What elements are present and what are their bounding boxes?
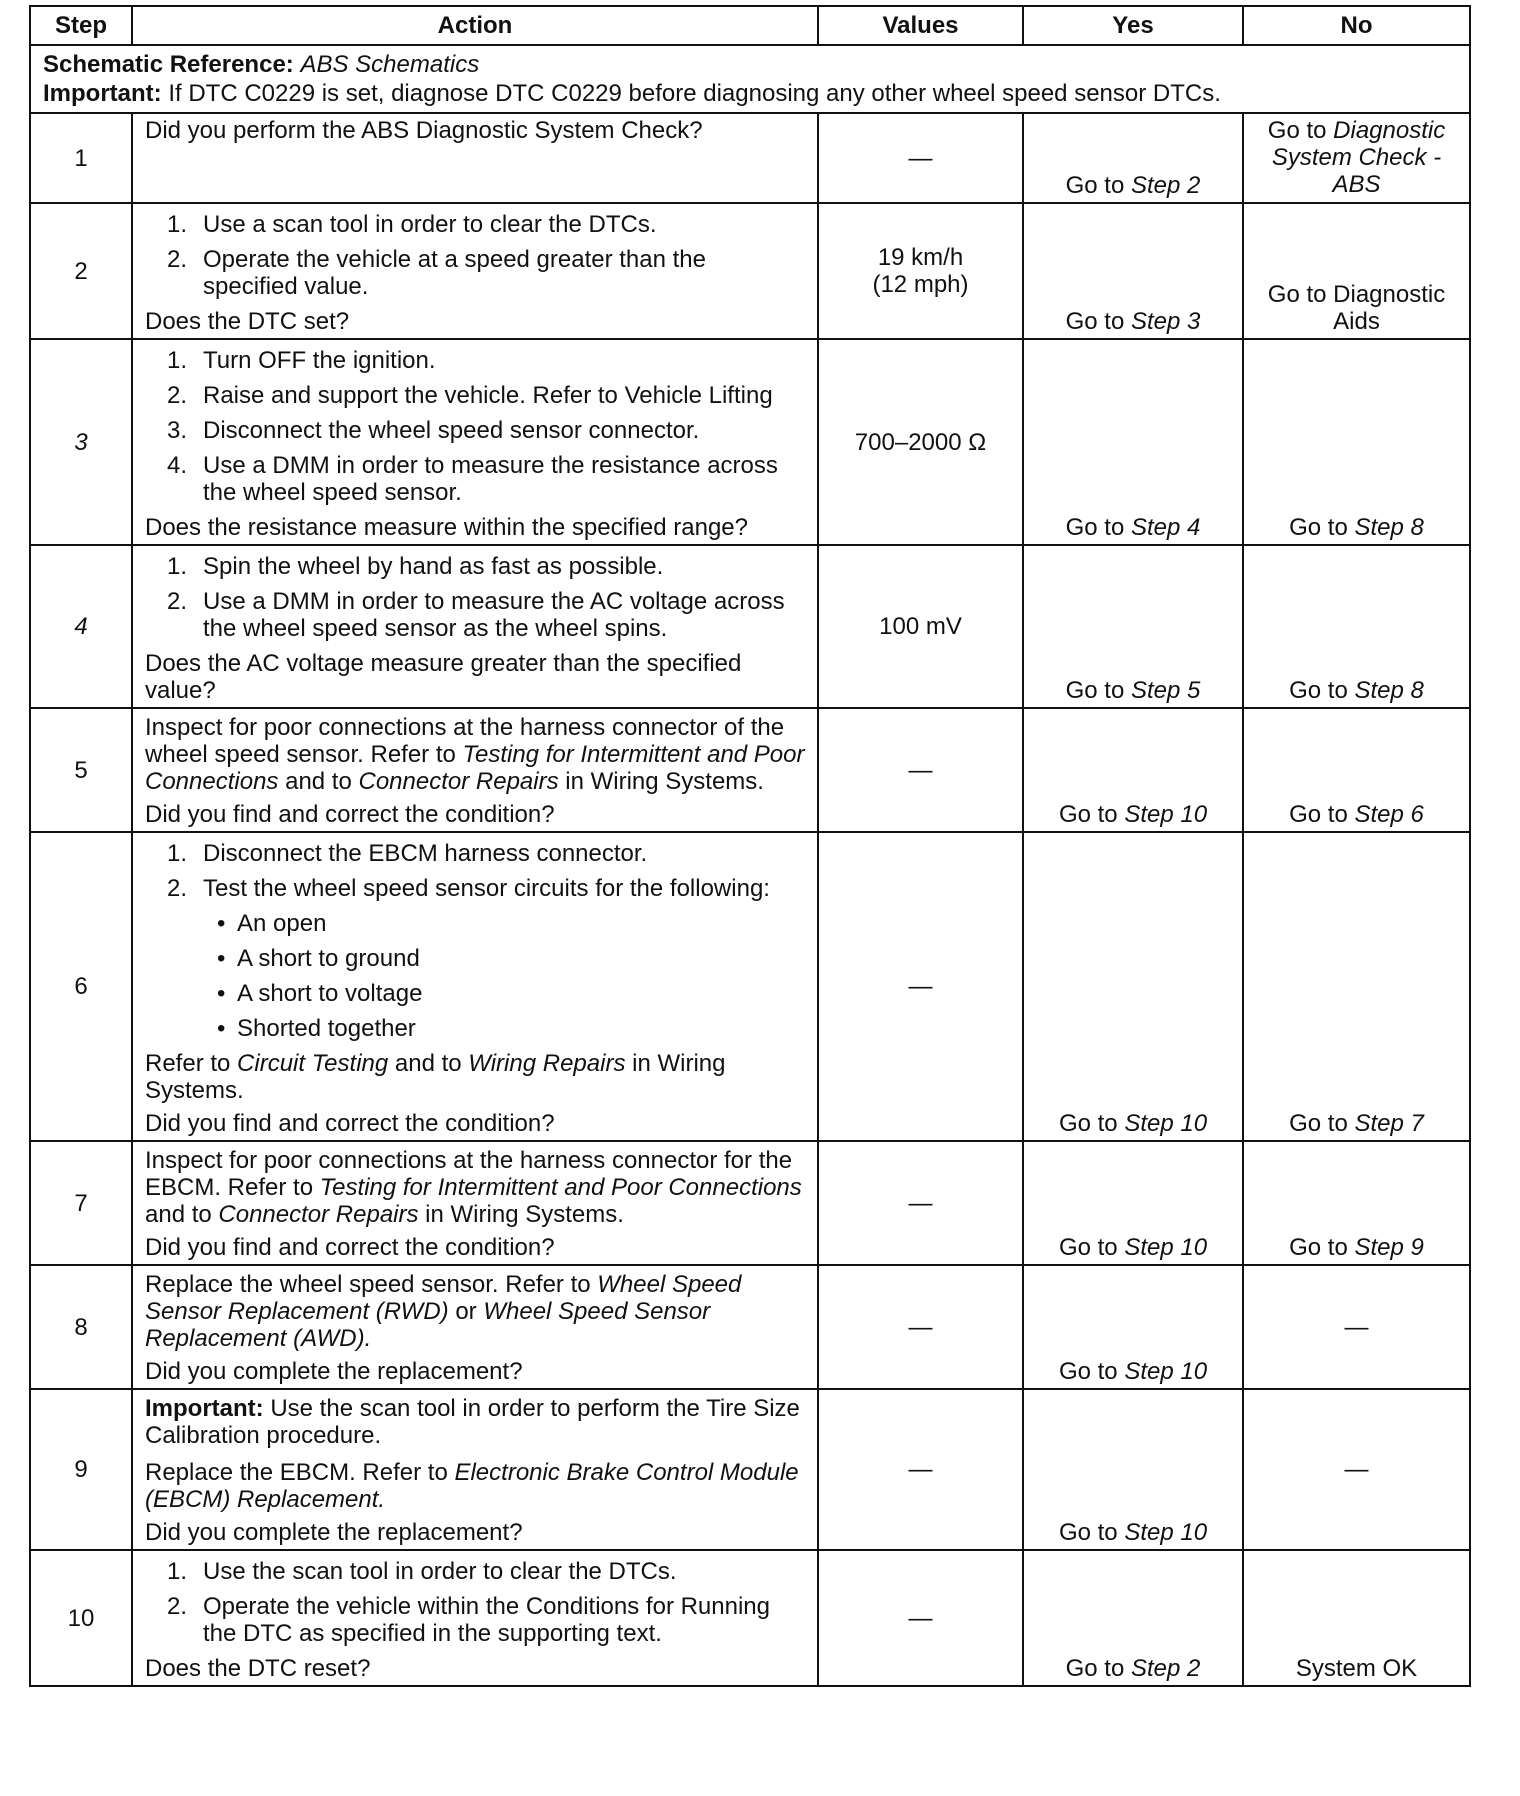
yes-link: Step 3 <box>1130 308 1201 335</box>
no-link: Step 9 <box>1354 1234 1424 1261</box>
yes-cell: Go to Step 3 <box>1023 203 1243 339</box>
substep: 1. Disconnect the EBCM harness connector. <box>167 840 648 867</box>
step-number: 3 <box>30 339 132 545</box>
yes-link: Step 10 <box>1124 1110 1208 1137</box>
value-cell: — <box>818 113 1023 203</box>
action-paragraph: Inspect for poor connections at the harness connector for the EBCM. Refer to Testing for Intermittent and Poor Connections and to Connector Repairs in Wiring Systems. <box>145 1147 802 1228</box>
no-cell: System OK <box>1243 1550 1470 1686</box>
substep: 2. Operate the vehicle within the Conditions for Running the DTC as specified in the supporting text. <box>167 1593 770 1647</box>
action-question: Does the AC voltage measure greater than the specified value? <box>145 650 742 704</box>
step-number: 4 <box>30 545 132 708</box>
substep: 2. Test the wheel speed sensor circuits for the following: <box>167 875 770 902</box>
no-cell: Go to Step 9 <box>1243 1141 1470 1265</box>
no-link: Step 6 <box>1354 801 1424 828</box>
table-row <box>30 832 1470 1141</box>
yes-link: Step 2 <box>1130 1655 1201 1682</box>
value-cell: 19 km/h (12 mph) <box>818 203 1023 339</box>
action-question: Does the resistance measure within the specified range? <box>145 514 748 541</box>
table-row <box>30 1550 1470 1686</box>
action-question: Does the DTC set? <box>145 308 350 335</box>
action-question: Did you find and correct the condition? <box>145 801 555 828</box>
substep: 4. Use a DMM in order to measure the resistance across the wheel speed sensor. <box>167 452 778 506</box>
action-paragraph: Inspect for poor connections at the harness connector of the wheel speed sensor. Refer to Testing for Intermittent and Poor Connections and to Connector Repairs in Wiring Systems. <box>145 714 805 795</box>
no-link: Step 8 <box>1354 514 1424 541</box>
no-cell: Go to Step 7 <box>1243 832 1470 1141</box>
yes-link: Step 4 <box>1130 514 1201 541</box>
header-row <box>30 6 1470 45</box>
value-cell: 700–2000 Ω <box>818 339 1023 545</box>
important-label: Important: <box>43 80 162 107</box>
substep: 1. Use the scan tool in order to clear the DTCs. <box>167 1558 677 1585</box>
action-cell <box>132 545 818 708</box>
no-cell: — <box>1243 1265 1470 1389</box>
yes-link: Step 10 <box>1124 1358 1208 1385</box>
value-cell: — <box>818 1389 1023 1550</box>
table-row <box>30 1141 1470 1265</box>
value-cell: — <box>818 1265 1023 1389</box>
no-link: Step 7 <box>1354 1110 1424 1137</box>
yes-prefix: Go to <box>1065 172 1131 199</box>
bullet-item: • A short to ground <box>145 945 805 972</box>
substep: 2. Use a DMM in order to measure the AC voltage across the wheel speed sensor as the wheel spins. <box>167 588 785 642</box>
header-no: No <box>1243 6 1470 45</box>
yes-cell: Go to Step 10 <box>1023 1389 1243 1550</box>
step-number: 7 <box>30 1141 132 1265</box>
no-cell: Go to Step 8 <box>1243 339 1470 545</box>
yes-cell: Go to Step 2 <box>1023 1550 1243 1686</box>
action-cell <box>132 203 818 339</box>
action-question: Did you find and correct the condition? <box>145 1110 555 1137</box>
table-row <box>30 113 1470 203</box>
step-number: 2 <box>30 203 132 339</box>
important-note <box>43 80 1457 107</box>
yes-cell: Go to Step 10 <box>1023 1141 1243 1265</box>
value-cell: — <box>818 1550 1023 1686</box>
step-number: 1 <box>30 113 132 203</box>
value-cell: 100 mV <box>818 545 1023 708</box>
substep: 1. Turn OFF the ignition. <box>167 347 436 374</box>
action-question: Did you perform the ABS Diagnostic System Check? <box>145 117 703 144</box>
step-number: 8 <box>30 1265 132 1389</box>
action-question: Does the DTC reset? <box>145 1655 371 1682</box>
header-values: Values <box>818 6 1023 45</box>
action-paragraph: Refer to Circuit Testing and to Wiring Repairs in Wiring Systems. <box>145 1050 726 1104</box>
schematic-link: ABS Schematics <box>300 51 480 78</box>
schematic-label: Schematic Reference: <box>43 51 294 78</box>
action-question: Did you find and correct the condition? <box>145 1234 555 1261</box>
substep: 1. Spin the wheel by hand as fast as possible. <box>167 553 664 580</box>
yes-cell: Go to Step 10 <box>1023 708 1243 832</box>
schematic-reference <box>43 51 1457 78</box>
action-question: Did you complete the replacement? <box>145 1358 523 1385</box>
diagnostic-table <box>29 5 1471 1687</box>
important-text: If DTC C0229 is set, diagnose DTC C0229 before diagnosing any other wheel speed sensor DTCs. <box>168 80 1221 107</box>
yes-link: Step 2 <box>1130 172 1201 199</box>
header-yes: Yes <box>1023 6 1243 45</box>
yes-link: Step 10 <box>1124 801 1208 828</box>
yes-cell: Go to Step 5 <box>1023 545 1243 708</box>
step-number: 6 <box>30 832 132 1141</box>
no-cell <box>1243 113 1470 203</box>
yes-cell: Go to Step 4 <box>1023 339 1243 545</box>
important-note: Important: Use the scan tool in order to perform the Tire Size Calibration procedure. <box>145 1395 800 1449</box>
action-cell <box>132 339 818 545</box>
no-prefix: Go to <box>1267 117 1334 144</box>
yes-link: Step 10 <box>1124 1519 1208 1546</box>
no-cell: Go to Diagnostic Aids <box>1243 203 1470 339</box>
no-link: Step 8 <box>1354 677 1424 704</box>
value-cell: — <box>818 708 1023 832</box>
bullet-item: • An open <box>145 910 805 937</box>
action-cell <box>132 1550 818 1686</box>
yes-cell: Go to Step 10 <box>1023 832 1243 1141</box>
action-cell <box>132 1265 818 1389</box>
reference-cell <box>30 45 1470 113</box>
action-question: Did you complete the replacement? <box>145 1519 523 1546</box>
no-link: Diagnostic System Check - ABS <box>1271 117 1446 198</box>
bullet-item: • Shorted together <box>145 1015 805 1042</box>
table-row <box>30 1265 1470 1389</box>
no-cell: Go to Step 8 <box>1243 545 1470 708</box>
action-paragraph: Replace the wheel speed sensor. Refer to Wheel Speed Sensor Replacement (RWD) or Wheel Speed Sensor Replacement (AWD). <box>145 1271 742 1352</box>
no-cell: — <box>1243 1389 1470 1550</box>
yes-cell <box>1023 113 1243 203</box>
bullet-item: • A short to voltage <box>145 980 805 1007</box>
table-row <box>30 545 1470 708</box>
yes-link: Step 10 <box>1124 1234 1208 1261</box>
header-action: Action <box>132 6 818 45</box>
step-number: 5 <box>30 708 132 832</box>
value-cell: — <box>818 1141 1023 1265</box>
substep: 3. Disconnect the wheel speed sensor connector. <box>167 417 700 444</box>
action-cell <box>132 1141 818 1265</box>
header-step: Step <box>30 6 132 45</box>
substep: 2. Raise and support the vehicle. Refer to Vehicle Lifting <box>167 382 773 409</box>
step-number: 9 <box>30 1389 132 1550</box>
action-cell <box>132 832 818 1141</box>
table-row <box>30 1389 1470 1550</box>
yes-link: Step 5 <box>1130 677 1201 704</box>
yes-cell: Go to Step 10 <box>1023 1265 1243 1389</box>
table-row <box>30 203 1470 339</box>
substep: 1. Use a scan tool in order to clear the DTCs. <box>167 211 657 238</box>
action-paragraph: Replace the EBCM. Refer to Electronic Brake Control Module (EBCM) Replacement. <box>145 1459 799 1513</box>
action-cell <box>132 708 818 832</box>
table-row <box>30 708 1470 832</box>
action-cell <box>132 113 818 203</box>
table-row <box>30 339 1470 545</box>
reference-row <box>30 45 1470 113</box>
action-cell <box>132 1389 818 1550</box>
substep: 2. Operate the vehicle at a speed greater than the specified value. <box>167 246 707 300</box>
no-cell: Go to Step 6 <box>1243 708 1470 832</box>
step-number: 10 <box>30 1550 132 1686</box>
value-cell: — <box>818 832 1023 1141</box>
